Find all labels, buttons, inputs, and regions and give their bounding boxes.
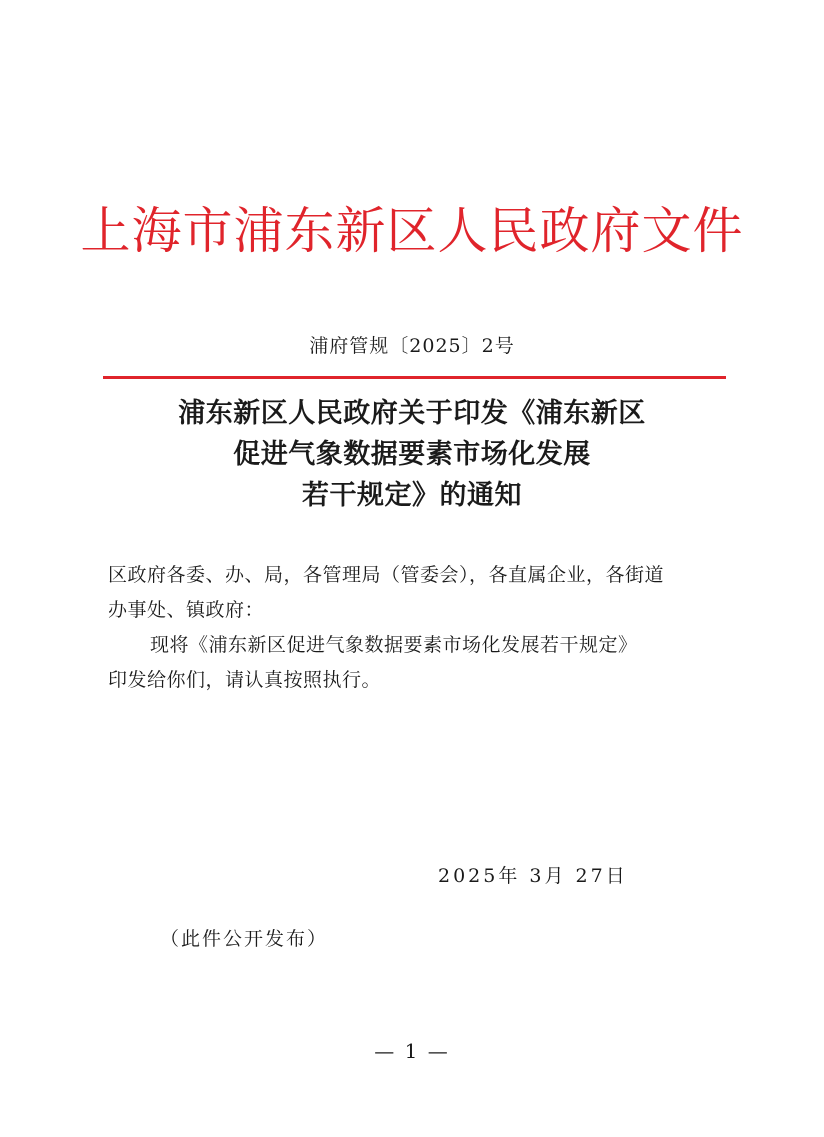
document-number: 浦府管规〔2025〕2号 bbox=[309, 335, 515, 357]
notice-title-line-2: 促进气象数据要素市场化发展 bbox=[233, 439, 591, 470]
red-divider-rule bbox=[103, 376, 726, 379]
masthead-title: 上海市浦东新区人民政府文件 bbox=[80, 202, 744, 260]
notice-title bbox=[0, 393, 824, 516]
paragraph-line-1 bbox=[108, 628, 723, 663]
body-paragraph bbox=[108, 628, 723, 698]
paragraph-line-2: 印发给你们，请认真按照执行。 bbox=[108, 669, 382, 691]
paragraph-line-1-text: 现将《浦东新区促进气象数据要素市场化发展若干规定》 bbox=[150, 634, 638, 656]
page-number: — 1 — bbox=[374, 1039, 450, 1063]
addressee-line-1: 区政府各委、办、局，各管理局（管委会），各直属企业，各街道 bbox=[108, 564, 665, 586]
addressee-line-2: 办事处、镇政府： bbox=[108, 599, 265, 621]
issue-date: 2025年 3月 27日 bbox=[438, 865, 628, 887]
publication-note: （此件公开发布） bbox=[160, 928, 329, 950]
addressee-block bbox=[108, 558, 723, 628]
notice-title-line-1: 浦东新区人民政府关于印发《浦东新区 bbox=[178, 398, 646, 429]
notice-title-line-3: 若干规定》的通知 bbox=[302, 480, 522, 511]
